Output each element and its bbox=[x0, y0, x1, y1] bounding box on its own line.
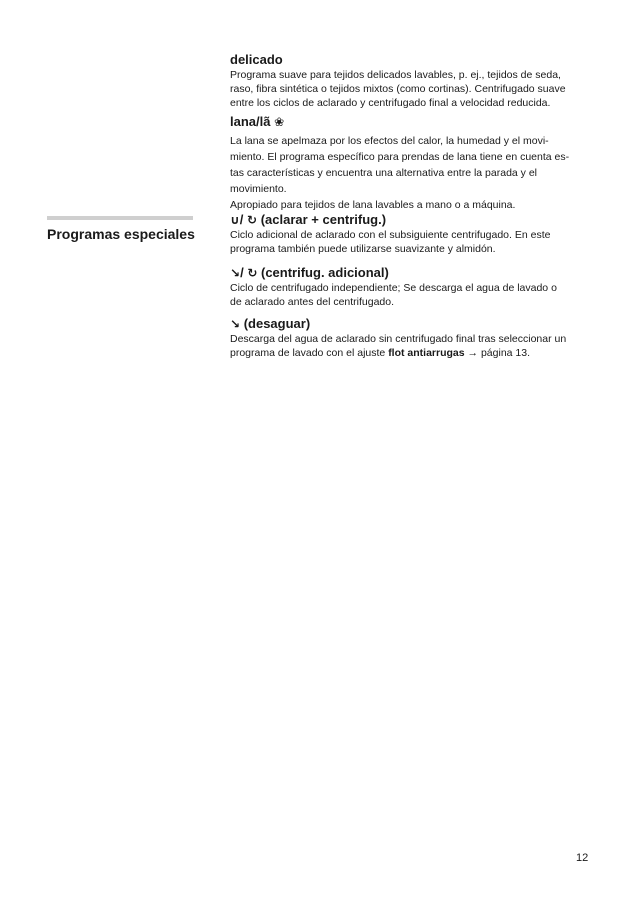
rinse-icon: ∪ bbox=[230, 213, 240, 227]
spin-icon: ↻ bbox=[247, 213, 258, 227]
program-lana bbox=[230, 114, 590, 213]
section-heading: Programas especiales bbox=[47, 226, 195, 242]
program-description: La lana se apelmaza por los efectos del calor, la humedad y el movi- miento. El programa específico para prendas de lana tiene en cuenta es- tas características y encuentra una alternativa entre la parada y el movimiento. Apropiado para tejidos de lana lavables a mano o a máquina. bbox=[230, 135, 570, 211]
program-description: Ciclo de centrifugado independiente; Se descarga el agua de lavado o de aclarado antes del centrifugado. bbox=[230, 282, 557, 308]
program-description: Ciclo adicional de aclarado con el subsiguiente centrifugado. En este programa también puede utilizarse suavizante y almidón. bbox=[230, 229, 551, 255]
setting-name: flot antiarrugas bbox=[388, 347, 465, 359]
program-title: ∪/ ↻ (aclarar + centrifug.) bbox=[230, 212, 387, 227]
program-desaguar bbox=[230, 316, 590, 360]
page-number: 12 bbox=[576, 852, 589, 864]
program-description: Descarga del agua de aclarado sin centrifugado final tras seleccionar un programa de lavado con el ajuste flot antiarrugas → página 13. bbox=[230, 333, 567, 359]
program-title: ↘ (desaguar) bbox=[230, 316, 311, 331]
wool-handwash-icon: ❀ bbox=[274, 115, 285, 129]
program-centrifug-adicional bbox=[230, 265, 590, 309]
program-delicado bbox=[230, 52, 590, 110]
drain-icon: ↘ bbox=[230, 317, 241, 331]
program-title: ↘/ ↻ (centrifug. adicional) bbox=[230, 265, 389, 280]
program-description: Programa suave para tejidos delicados lavables, p. ej., tejidos de seda, raso, fibra sintética o tejidos mixtos (como cortinas). Centrifugado suave entre los ciclos de aclarado y centrifugado final a velocidad reducida. bbox=[230, 69, 566, 109]
program-title: lana/lã ❀ bbox=[230, 114, 285, 129]
program-title: delicado bbox=[230, 52, 283, 67]
program-aclarar-centrifug bbox=[230, 212, 590, 256]
arrow-right-icon: → bbox=[467, 347, 479, 359]
section-divider bbox=[47, 216, 193, 220]
drain-icon: ↘ bbox=[230, 266, 241, 280]
spin-icon: ↻ bbox=[247, 266, 258, 280]
